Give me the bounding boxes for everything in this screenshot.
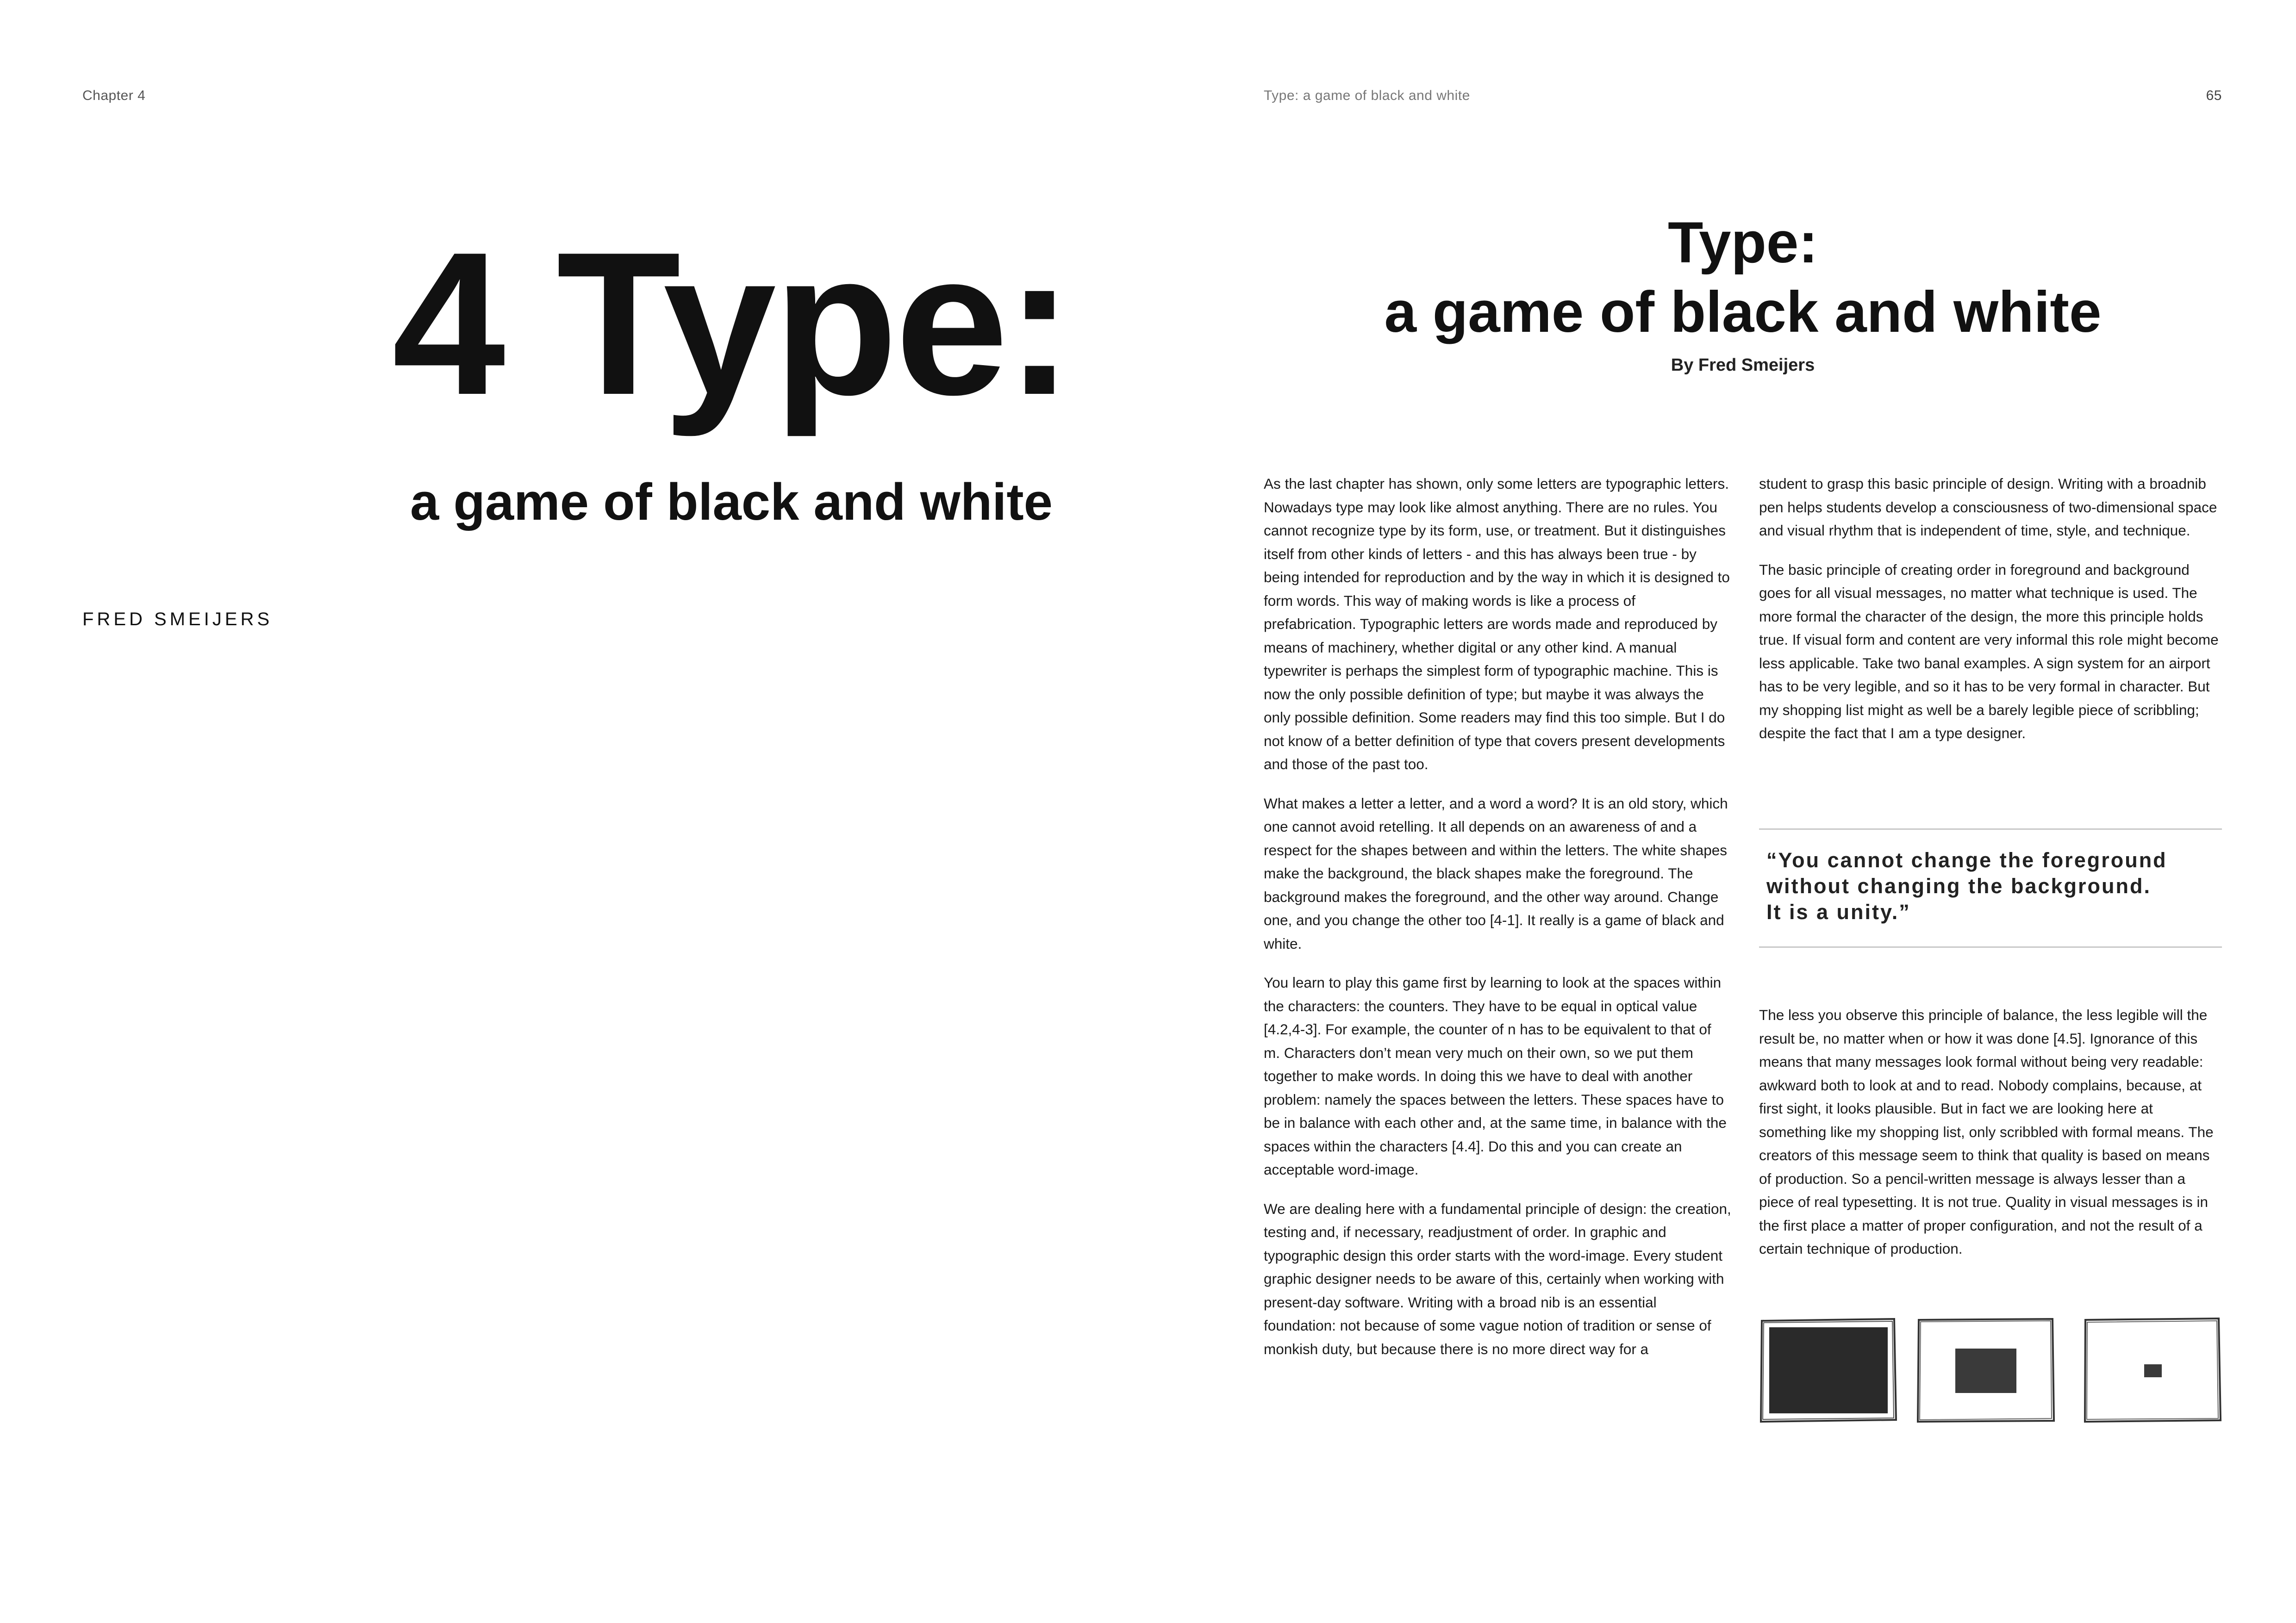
article-title-line-1: Type: xyxy=(1667,211,1818,275)
sketch-large-rectangle xyxy=(1759,1317,1898,1424)
author-name: FRED SMEIJERS xyxy=(82,609,273,629)
article-title-line-2: a game of black and white xyxy=(1384,280,2102,344)
paragraph: student to grasp this basic principle of design. Writing with a broadnib pen helps students develop a consciousness of two-dimensional space and visual rhythm that is independent of time, style, and technique. xyxy=(1759,475,2217,539)
paragraph: The less you observe this principle of balance, the less legible will the result be, no matter when or how it was done [4.5]. Ignorance of this means that many messages look formal without being very readable: awkward both to look at and to read. Nobody complains, because, at first sight, it looks plausible. But in fact we are looking here at something like my shopping list, only scribbled with formal means. The creators of this message seem to think that quality is based on means of production. So a pencil-written message is always lesser than a piece of real typesetting. It is not true. Quality in visual messages is in the first place a matter of proper configuration, and not the result of a certain technique of production. xyxy=(1759,1007,2214,1257)
sketch-small-square xyxy=(2083,1317,2222,1424)
article-header xyxy=(1264,208,2222,375)
pull-quote-text: “You cannot change the foreground without changing the background. It is a unity.” xyxy=(1766,848,2167,924)
pull-quote xyxy=(1759,828,2222,948)
chapter-subtitle: a game of black and white xyxy=(410,473,1053,531)
text-column-2-continued xyxy=(1759,1003,2222,1276)
byline: By Fred Smeijers xyxy=(1671,355,1815,375)
paragraph: As the last chapter has shown, only some letters are typographic letters. Nowadays type may look like almost anything. There are no rules. You cannot recognize type by its form, use, or treatment. But it distinguishes itself from other kinds of letters - and this has always been true - by being intended for reproduction and by the way in which it is designed to form words. This way of making words is like a process of prefabrication. Typographic letters are words made and reproduced by means of machinery, whether digital or any other kind. A manual typewriter is perhaps the simplest form of typographic machine. This is now the only possible definition of type; but maybe it was always the only possible definition. Some readers may find this too simple. But I do not know of a better definition of type that covers present developments and those of the past too. xyxy=(1264,475,1730,772)
paragraph: We are dealing here with a fundamental principle of design: the creation, testing and, if necessary, readjustment of order. In graphic and typographic design this order starts with the word-image. Every student graphic designer needs to be aware of this, certainly when working with present-day software. Writing with a broad nib is an essential foundation: not because of some vague notion of tradition or sense of monkish duty, but because there is no more direct way for a xyxy=(1264,1200,1731,1357)
paragraph: The basic principle of creating order in foreground and background goes for all visual messages, no matter what technique is used. The more formal the character of the design, the more this principle holds true. If visual form and content are very informal this role might become less applicable. Take two banal examples. A sign system for an airport has to be very legible, and so it has to be very formal in character. But my shopping list might as well be a barely legible piece of scribbling; despite the fact that I am a type designer. xyxy=(1759,561,2219,741)
sketch-3-fill xyxy=(2144,1364,2162,1377)
figure-sketches xyxy=(1759,1317,2222,1428)
chapter-title: 4 Type: xyxy=(392,210,1071,437)
running-head-chapter: Chapter 4 xyxy=(82,88,146,103)
paragraph: You learn to play this game first by learning to look at the spaces within the characters: the counters. They have to be equal in optical value [4.2,4-3]. For example, the counter of n has to be equivalent to that of m. Characters don’t mean very much on their own, so we put them together to make words. In doing this we have to deal with another problem: namely the spaces between the letters. These spaces have to be in balance with each other and, at the same time, in balance with the spaces within the characters [4.4]. Do this and you can create an acceptable word-image. xyxy=(1264,974,1727,1178)
text-column-2 xyxy=(1759,472,2222,761)
text-column-1 xyxy=(1264,472,1731,1376)
paragraph: What makes a letter a letter, and a word a word? It is an old story, which one cannot avoid retelling. It all depends on an awareness of and a respect for the shapes between and within the letters. The white shapes make the background, the black shapes make the foreground. The background makes the foreground, and the other way around. Change one, and you change the other too [4-1]. It really is a game of black and white. xyxy=(1264,795,1728,952)
sketch-1-fill xyxy=(1769,1327,1888,1413)
right-page xyxy=(1148,0,2296,1623)
running-head-title: Type: a game of black and white xyxy=(1264,88,1470,103)
sketch-2-fill xyxy=(1955,1349,2016,1393)
sketch-medium-rectangle xyxy=(1916,1317,2055,1424)
page-number: 65 xyxy=(2206,88,2222,103)
